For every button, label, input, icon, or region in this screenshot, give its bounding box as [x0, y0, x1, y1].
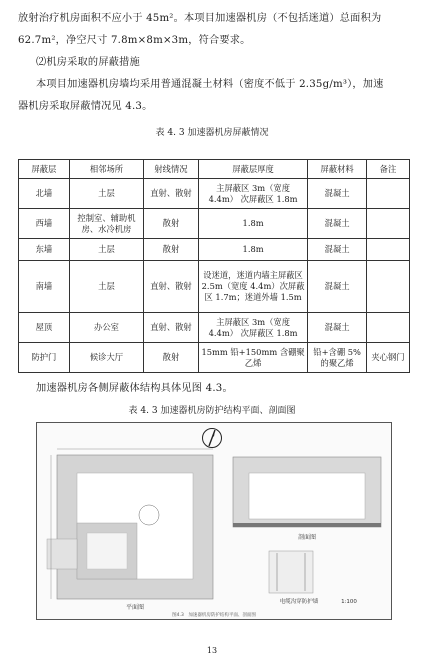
cell-material: 混凝土: [308, 239, 367, 261]
table-row: [19, 313, 410, 343]
cell-note: [366, 239, 409, 261]
cell-layer: 东墙: [19, 239, 70, 261]
cell-layer: 西墙: [19, 209, 70, 239]
cell-adjacent: 候诊大厅: [69, 343, 143, 373]
header-thickness: 屏蔽层厚度: [198, 160, 307, 179]
cell-layer: 南墙: [19, 261, 70, 313]
cell-material: 混凝土: [308, 209, 367, 239]
table-row: [19, 239, 410, 261]
plan-maze-passage: [87, 533, 127, 569]
plan-label: 平面图: [125, 604, 145, 611]
table-row: [19, 261, 410, 313]
section-heading: ⑵机房采取的屏蔽措施: [36, 57, 140, 68]
section-inner-room: [249, 473, 365, 519]
cell-ray: 散射: [144, 239, 199, 261]
cell-adjacent: 土层: [69, 179, 143, 209]
figure-caption: 表 4. 3 加速器机房防护结构平面、剖面图: [128, 406, 296, 416]
cell-layer: 防护门: [19, 343, 70, 373]
scale-label: 1:100: [341, 599, 357, 605]
cell-thickness: 主屏蔽区 3m（宽度 4.4m） 次屏蔽区 1.8m: [198, 313, 307, 343]
section-line-1: 本项目加速器机房墙均采用普通混凝土材料（密度不低于 2.35g/m³），加速: [36, 79, 384, 90]
cell-material: 混凝土: [308, 179, 367, 209]
shielding-table: [18, 159, 410, 373]
header-adjacent: 相邻场所: [69, 160, 143, 179]
cell-note: [366, 261, 409, 313]
cell-ray: 直射、散射: [144, 179, 199, 209]
section-floor: [233, 523, 381, 527]
cell-adjacent: 土层: [69, 239, 143, 261]
cell-note: 夹心钢门: [366, 343, 409, 373]
table-caption: 表 4. 3 加速器机房屏蔽情况: [155, 128, 269, 138]
plan-door: [47, 539, 77, 569]
cell-note: [366, 209, 409, 239]
figure-footnote: 图4.3 加速器机房防护结构平面、剖面图: [172, 613, 256, 618]
floor-plan-diagram: [37, 423, 391, 619]
cell-thickness: 1.8m: [198, 239, 307, 261]
cell-layer: 屋顶: [19, 313, 70, 343]
cell-ray: 散射: [144, 343, 199, 373]
page-number: 13: [206, 646, 218, 655]
header-note: 备注: [366, 160, 409, 179]
cell-adjacent: 办公室: [69, 313, 143, 343]
intro-line-1: 放射治疗机房面积不应小于 45m²。本项目加速器机房（不包括迷道）总面积为: [18, 13, 382, 24]
cell-thickness: 15mm 铅+150mm 含硼聚乙烯: [198, 343, 307, 373]
header-ray: 射线情况: [144, 160, 199, 179]
table-row: [19, 179, 410, 209]
cell-ray: 直射、散射: [144, 261, 199, 313]
cable-trench-label: 电缆沟穿防护墙: [279, 599, 319, 605]
cell-adjacent: 土层: [69, 261, 143, 313]
cell-thickness: 设迷道，迷道内墙主屏蔽区 2.5m（宽度 4.4m）次屏蔽区 1.7m；迷道外墙 1.5m: [198, 261, 307, 313]
section-line-2: 器机房采取屏蔽情况见 4.3。: [18, 101, 153, 112]
cell-material: 铅+含硼 5%的聚乙烯: [308, 343, 367, 373]
intro-line-2: 62.7m²，净空尺寸 7.8m×8m×3m，符合要求。: [18, 35, 251, 46]
header-layer: 屏蔽层: [19, 160, 70, 179]
cell-thickness: 1.8m: [198, 209, 307, 239]
cell-ray: 散射: [144, 209, 199, 239]
cell-thickness: 主屏蔽区 3m（宽度 4.4m） 次屏蔽区 1.8m: [198, 179, 307, 209]
table-header-row: [19, 160, 410, 179]
cell-note: [366, 179, 409, 209]
cell-adjacent: 控制室、辅助机房、水冷机房: [69, 209, 143, 239]
north-arrow-icon: [201, 427, 223, 449]
cell-note: [366, 313, 409, 343]
header-material: 屏蔽材料: [308, 160, 367, 179]
cable-trench-detail: [269, 551, 313, 593]
section-label: 剖面图: [297, 534, 317, 541]
table-row: [19, 343, 410, 373]
table-row: [19, 209, 410, 239]
cell-ray: 直射、散射: [144, 313, 199, 343]
figure-drawing: [36, 422, 392, 620]
cell-material: 混凝土: [308, 261, 367, 313]
after-table-text: 加速器机房各侧屏蔽体结构具体见图 4.3。: [36, 383, 233, 394]
cell-material: 混凝土: [308, 313, 367, 343]
cell-layer: 北墙: [19, 179, 70, 209]
